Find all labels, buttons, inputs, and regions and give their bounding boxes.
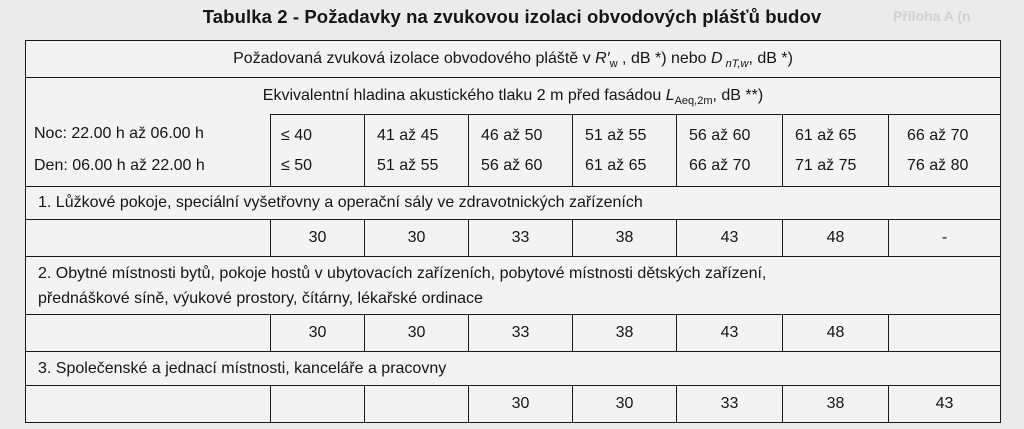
level-night: 56 až 60 xyxy=(689,126,751,144)
category-1-value: - xyxy=(889,220,1001,257)
header2-text: Ekvivalentní hladina akustického tlaku 2 m před fasádou xyxy=(262,87,666,104)
level-day: 76 až 80 xyxy=(907,156,969,174)
sound-insulation-table xyxy=(25,40,1001,423)
category-1-value: 43 xyxy=(677,220,783,257)
header-row-noise-level xyxy=(26,78,1001,115)
level-day: 71 až 75 xyxy=(795,156,857,174)
level-night: 41 až 45 xyxy=(377,126,439,144)
period-labels xyxy=(26,115,271,187)
category-3-empty-cell xyxy=(26,386,271,423)
level-column-1 xyxy=(271,115,365,187)
level-night: 66 až 70 xyxy=(907,126,969,144)
category-2-empty-cell xyxy=(26,315,271,352)
level-column-5 xyxy=(677,115,783,187)
header1-mid: , dB *) nebo xyxy=(617,50,711,67)
level-day: ≤ 50 xyxy=(281,156,313,174)
level-day: 66 až 70 xyxy=(689,156,751,174)
header1-symbol-d-subscript: nT,w xyxy=(722,58,749,70)
level-column-3 xyxy=(469,115,573,187)
category-2-label xyxy=(26,257,1001,315)
category-2-label-line2: přednáškové síně, výukové prostory, čítárny, lékařské ordinace xyxy=(38,289,483,307)
category-2-value: 38 xyxy=(573,315,677,352)
header1-symbol-r-subscript: w xyxy=(609,58,618,70)
header1-text: Požadovaná zvuková izolace obvodového pláště v xyxy=(233,50,596,67)
category-1-label-row xyxy=(26,187,1001,220)
header1-end: , dB *) xyxy=(748,50,793,67)
category-1-value: 38 xyxy=(573,220,677,257)
category-2-value: 30 xyxy=(271,315,365,352)
header2-symbol-l-subscript: Aeq,2m xyxy=(674,95,713,107)
header2-symbol-l: L xyxy=(665,87,675,104)
background-text-fragment: Příloha A (n xyxy=(893,8,971,24)
levels-row xyxy=(26,115,1001,187)
category-1-values-row xyxy=(26,220,1001,257)
day-period-label: Den: 06.00 h až 22.00 h xyxy=(34,157,205,175)
noise-level-header xyxy=(26,78,1001,115)
category-2-label-line1: 2. Obytné místnosti bytů, pokoje hostů v ubytovacích zařízeních, pobytové místnosti dětských zařízení, xyxy=(38,264,767,282)
level-day: 61 až 65 xyxy=(585,156,647,174)
category-1-empty-cell xyxy=(26,220,271,257)
category-3-value: 30 xyxy=(573,386,677,423)
level-column-4 xyxy=(573,115,677,187)
night-period-label: Noc: 22.00 h až 06.00 h xyxy=(34,125,204,143)
category-1-value: 30 xyxy=(365,220,469,257)
level-column-2 xyxy=(365,115,469,187)
category-2-value: 30 xyxy=(365,315,469,352)
category-3-value: 38 xyxy=(783,386,889,423)
level-column-6 xyxy=(783,115,889,187)
category-3-empty-cell xyxy=(365,386,469,423)
level-night: 46 až 50 xyxy=(481,126,543,144)
category-3-value: 33 xyxy=(677,386,783,423)
header1-symbol-d: D xyxy=(711,50,723,67)
category-2-value: 48 xyxy=(783,315,889,352)
level-night: 61 až 65 xyxy=(795,126,857,144)
category-2-value: 33 xyxy=(469,315,573,352)
category-1-value: 33 xyxy=(469,220,573,257)
category-3-label-row xyxy=(26,352,1001,386)
category-3-value: 30 xyxy=(469,386,573,423)
level-day: 51 až 55 xyxy=(377,156,439,174)
category-1-label: 1. Lůžkové pokoje, speciální vyšetřovny a operační sály ve zdravotnických zařízeních xyxy=(26,187,1001,220)
header2-end: , dB **) xyxy=(712,87,764,104)
header1-symbol-r: R′ xyxy=(595,50,610,67)
level-column-7 xyxy=(889,115,1001,187)
header-row-insulation xyxy=(26,41,1001,78)
category-2-value xyxy=(889,315,1001,352)
category-3-value: 43 xyxy=(889,386,1001,423)
level-night: ≤ 40 xyxy=(281,126,313,144)
table-title: Tabulka 2 - Požadavky na zvukovou izolaci obvodových plášťů budov xyxy=(202,6,822,27)
insulation-requirement-header xyxy=(26,41,1001,78)
level-day: 56 až 60 xyxy=(481,156,543,174)
category-2-value: 43 xyxy=(677,315,783,352)
category-3-label: 3. Společenské a jednací místnosti, kanceláře a pracovny xyxy=(26,352,1001,386)
level-night: 51 až 55 xyxy=(585,126,647,144)
category-2-values-row xyxy=(26,315,1001,352)
category-1-value: 30 xyxy=(271,220,365,257)
category-1-value: 48 xyxy=(783,220,889,257)
category-3-empty-cell xyxy=(271,386,365,423)
category-2-label-row xyxy=(26,257,1001,315)
category-3-values-row xyxy=(26,386,1001,423)
